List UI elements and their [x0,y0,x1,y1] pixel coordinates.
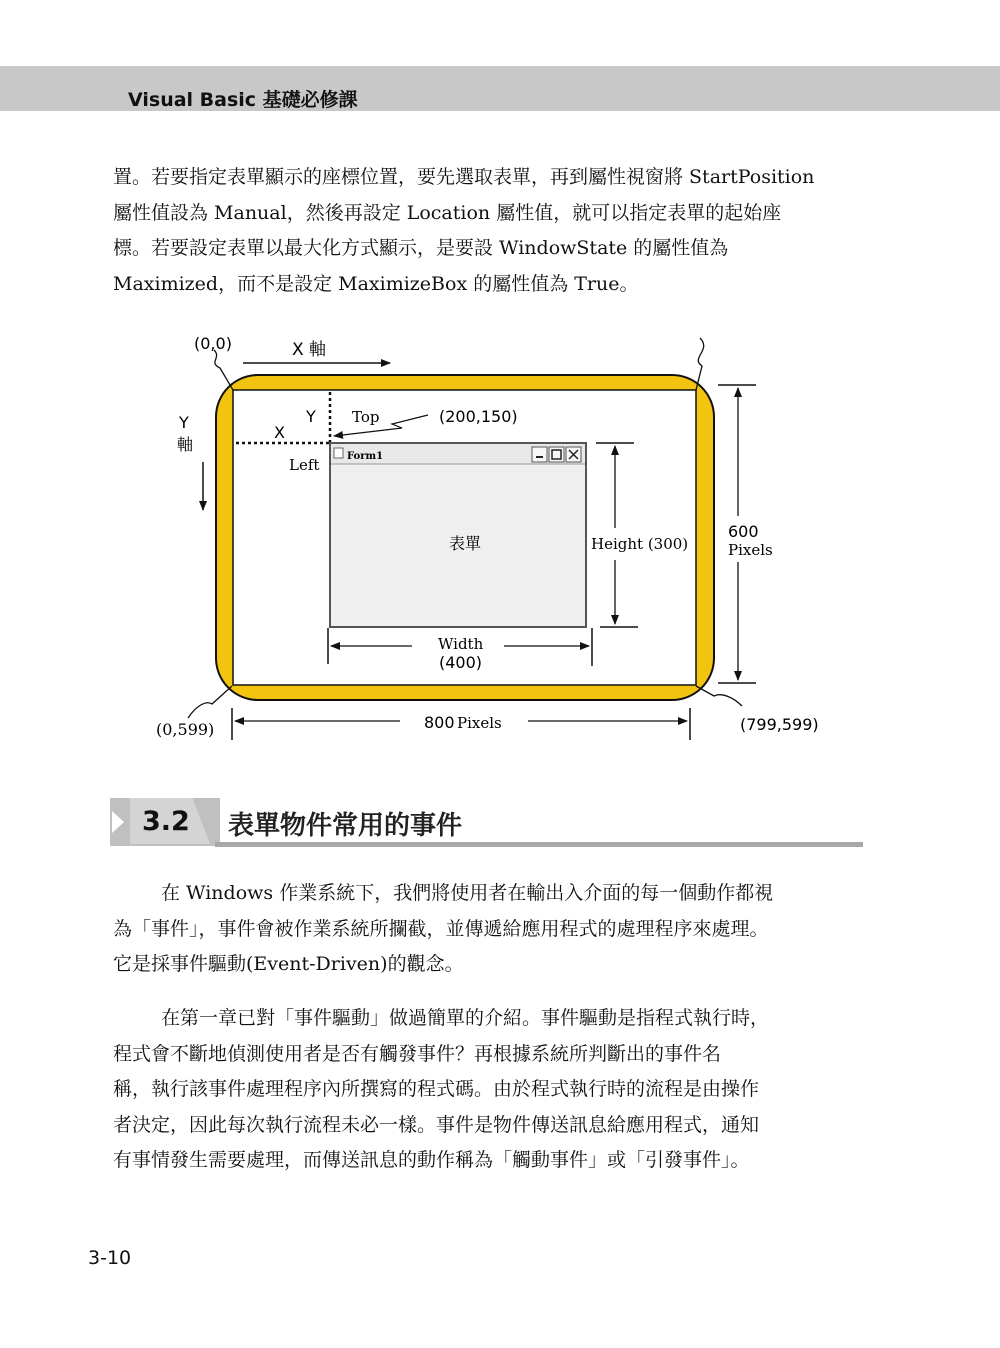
body-paragraph-2 [113,1001,869,1179]
bottom-right-label: (799,599) [740,715,819,734]
section-title: 表單物件常用的事件 [228,811,463,841]
width-value: (400) [439,653,483,672]
section-arrow-icon [112,811,124,833]
body-line: 在 Windows 作業系統下，我們將使用者在輸出入介面的每一個動作都視 [161,882,774,904]
screen-height-value: 600 [728,522,759,541]
height-label: Height (300) [591,535,689,553]
position-label: (200,150) [439,407,518,426]
origin-pointer [214,350,233,390]
header-title: Visual Basic 基礎必修課 [128,89,358,111]
width-label: Width [438,635,484,653]
x-axis-label: X 軸 [292,340,327,360]
y-offset-marker: Y [306,407,316,426]
intro-line: 標。若要設定表單以最大化方式顯示，是要設 WindowState 的屬性值為 [113,237,729,259]
intro-paragraph [113,160,869,302]
body-line: 在第一章已對「事件驅動」做過簡單的介紹。事件驅動是指程式執行時， [161,1007,770,1029]
body-line: 它是採事件驅動(Event-Driven)的觀念。 [113,953,464,975]
screen-height-unit: Pixels [728,541,773,559]
page-number: 3-10 [88,1247,132,1269]
origin-label: (0,0) [194,334,232,353]
body-line: 有事情發生需要處理，而傳送訊息的動作稱為「觸動事件」或「引發事件」。 [113,1149,750,1171]
intro-line: Maximized，而不是設定 MaximizeBox 的屬性值為 True。 [113,272,639,295]
bottom-left-pointer [188,686,232,718]
intro-line: 置。若要指定表單顯示的座標位置，要先選取表單，再到屬性視窗將 StartPosition [113,166,815,188]
form-body-label: 表單 [449,534,482,553]
top-label: Top [352,408,380,426]
form-app-icon [334,448,343,458]
screen-width-number: 800 [424,713,455,732]
bottom-left-label: (0,599) [156,720,215,739]
body-line: 程式會不斷地偵測使用者是否有觸發事件？再根據系統所判斷出的事件名 [113,1042,722,1065]
body-line: 者決定，因此每次執行流程未必一樣。事件是物件傳送訊息給應用程式，通知 [113,1113,760,1136]
form-title: Form1 [347,451,384,462]
section-rule [215,842,863,847]
body-line: 為「事件」，事件會被作業系統所攔截，並傳遞給應用程式的處理程序來處理。 [113,917,769,940]
body-line: 稱，執行該事件處理程序內所撰寫的程式碼。由於程式執行時的流程是由操作 [113,1078,760,1100]
intro-line: 屬性值設為 Manual，然後再設定 Location 屬性值，就可以指定表單的起始座 [113,201,782,224]
section-number: 3.2 [142,806,190,837]
screen-width-unit: Pixels [457,714,502,732]
left-label: Left [289,456,320,474]
screen-coordinate-diagram [0,320,1000,760]
body-paragraph-1 [113,876,869,983]
y-axis-label-char: 軸 [177,435,194,454]
minimize-icon [532,447,547,462]
y-axis-label: Y [179,413,189,432]
x-offset-marker: X [274,423,285,442]
bottom-right-pointer [696,686,742,706]
